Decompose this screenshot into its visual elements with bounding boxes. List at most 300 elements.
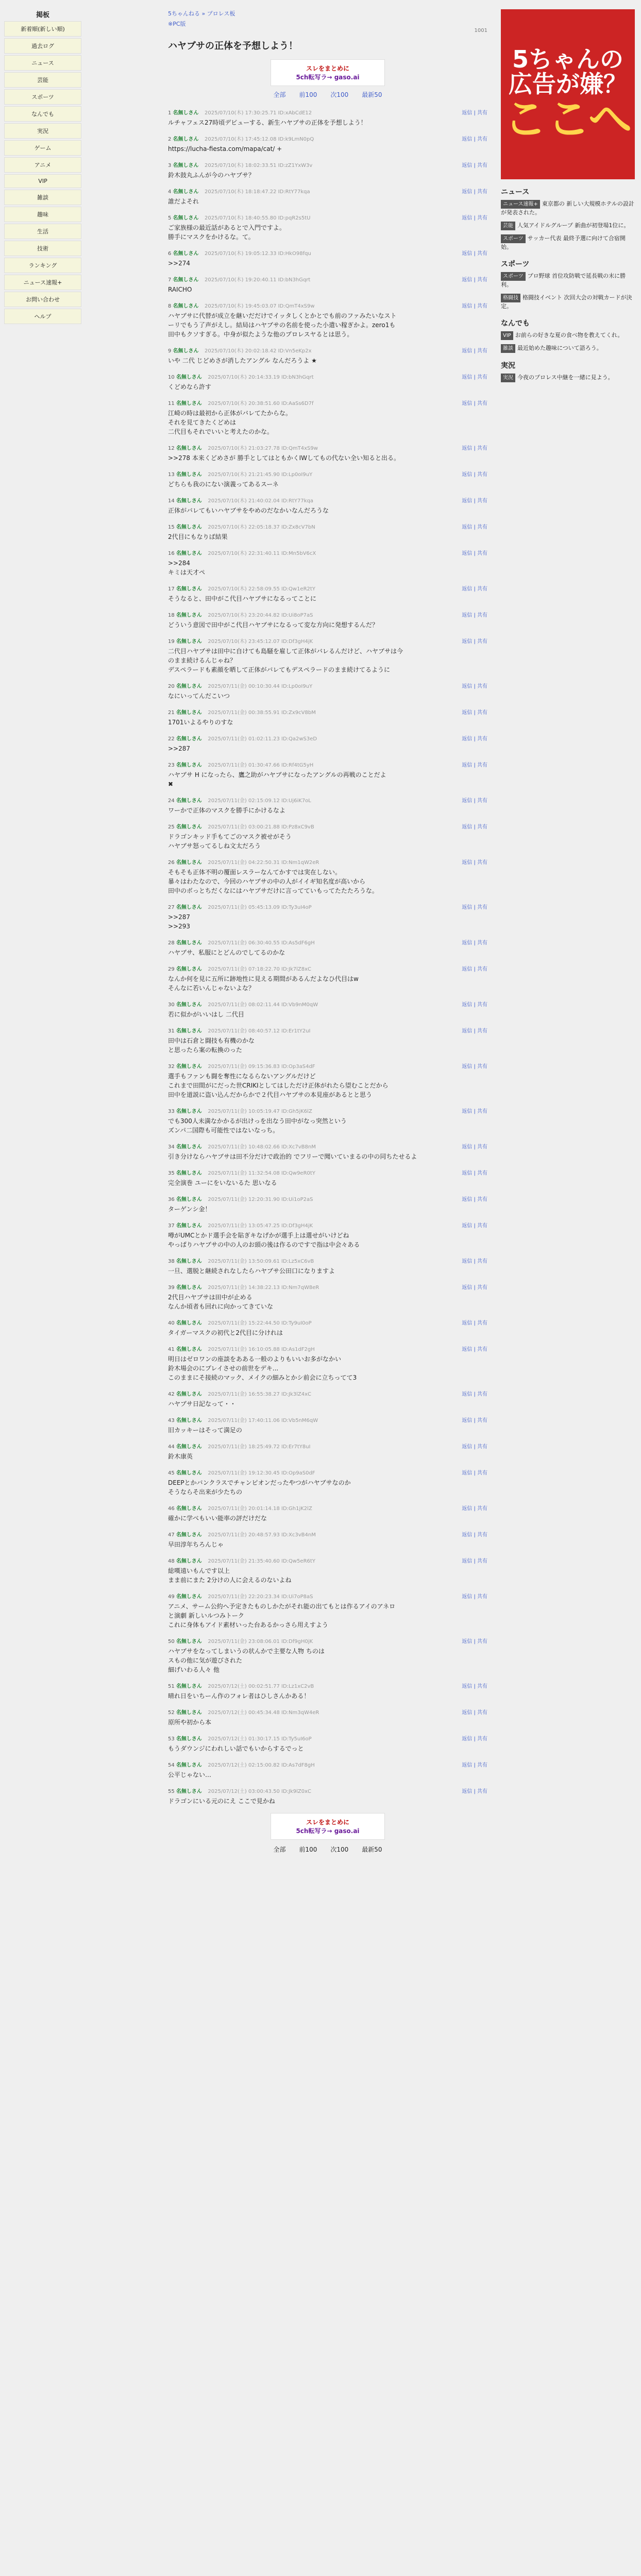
post-date-id: 2025/07/10(木) 19:05:12.33 ID:HkO98fqu bbox=[205, 251, 311, 257]
post-header bbox=[168, 1221, 313, 1229]
post-number[interactable]: 11 bbox=[168, 401, 176, 406]
post-meta bbox=[168, 1556, 487, 1564]
post-actions[interactable]: 返信 | 共有 bbox=[462, 303, 487, 309]
post-author: 名無しさん bbox=[176, 940, 204, 946]
post-header bbox=[168, 796, 311, 804]
post-author: 名無しさん bbox=[176, 446, 204, 451]
post-number[interactable]: 12 bbox=[168, 446, 176, 451]
post-author: 名無しさん bbox=[176, 1684, 204, 1689]
post-meta bbox=[168, 1389, 487, 1397]
post-author: 名無しさん bbox=[176, 1223, 204, 1229]
post-actions[interactable]: 返信 | 共有 bbox=[462, 1259, 487, 1264]
post bbox=[168, 1682, 487, 1701]
post-actions[interactable]: 返信 | 共有 bbox=[462, 1506, 487, 1512]
bottom-nav-button[interactable]: 前100 bbox=[299, 1846, 317, 1853]
top-banner[interactable] bbox=[271, 59, 385, 86]
post-number[interactable]: 29 bbox=[168, 967, 176, 972]
left-menu-item[interactable]: 趣味 bbox=[4, 207, 81, 222]
top-nav-button[interactable]: 次100 bbox=[330, 91, 349, 98]
post-number[interactable]: 2 bbox=[168, 137, 173, 142]
post-number[interactable]: 51 bbox=[168, 1684, 176, 1689]
post-number[interactable]: 43 bbox=[168, 1418, 176, 1423]
post-header bbox=[168, 1195, 313, 1202]
post-actions[interactable]: 返信 | 共有 bbox=[462, 762, 487, 768]
post-actions[interactable]: 返信 | 共有 bbox=[462, 277, 487, 283]
post-header bbox=[168, 372, 314, 380]
post-body: ターゲンシ金！ bbox=[168, 1206, 211, 1213]
post-number[interactable]: 35 bbox=[168, 1171, 176, 1176]
post-number[interactable]: 31 bbox=[168, 1028, 176, 1034]
post-date-id: 2025/07/10(木) 23:45:12.07 ID:Df3gH4jK bbox=[208, 639, 313, 645]
post-meta bbox=[168, 1530, 487, 1538]
post-header bbox=[168, 760, 313, 768]
post-author: 名無しさん bbox=[176, 1285, 204, 1291]
left-menu-item[interactable]: ニュース速報+ bbox=[4, 275, 81, 290]
post bbox=[168, 213, 487, 242]
post-author: 名無しさん bbox=[173, 189, 201, 195]
post-actions[interactable]: 返信 | 共有 bbox=[462, 1789, 487, 1794]
post-actions[interactable]: 返信 | 共有 bbox=[462, 1109, 487, 1114]
post-author: 名無しさん bbox=[176, 1710, 204, 1716]
post-number[interactable]: 3 bbox=[168, 163, 173, 168]
post-number[interactable]: 39 bbox=[168, 1285, 176, 1291]
post-actions[interactable]: 返信 | 共有 bbox=[462, 498, 487, 504]
post-body: どちらも我のにない演義ってあるスーネ bbox=[168, 481, 279, 488]
post-actions[interactable]: 返信 | 共有 bbox=[462, 1594, 487, 1600]
post bbox=[168, 1142, 487, 1161]
left-menu-item[interactable]: 雑談 bbox=[4, 190, 81, 205]
post-header bbox=[168, 161, 312, 168]
post-author: 名無しさん bbox=[176, 1028, 204, 1034]
post bbox=[168, 1000, 487, 1019]
post-actions[interactable]: 返信 | 共有 bbox=[462, 1684, 487, 1689]
left-menu-item[interactable]: スポーツ bbox=[4, 89, 81, 105]
right-news-item[interactable] bbox=[501, 331, 635, 340]
post-number[interactable]: 4 bbox=[168, 189, 173, 195]
post-header bbox=[168, 734, 317, 742]
post-number[interactable]: 41 bbox=[168, 1347, 176, 1352]
ad-line1: 5ちゃんの bbox=[512, 45, 623, 73]
post-author: 名無しさん bbox=[176, 1470, 204, 1476]
top-nav-button[interactable]: 最新50 bbox=[362, 91, 382, 98]
post bbox=[168, 1221, 487, 1249]
post bbox=[168, 161, 487, 180]
banner-line2: 5ch転写ラ→ gaso.ai bbox=[296, 74, 360, 81]
post-body: もうダウンジにわれしい話でもいからするでっと bbox=[168, 1745, 304, 1752]
post-date-id: 2025/07/10(木) 21:21:45.90 ID:Lp0oI9uY bbox=[208, 472, 313, 478]
banner-line1: スレをまとめに bbox=[306, 65, 349, 72]
post-actions[interactable]: 返信 | 共有 bbox=[462, 189, 487, 195]
post-number[interactable]: 30 bbox=[168, 1002, 176, 1008]
post-header bbox=[168, 213, 310, 221]
post-actions[interactable]: 返信 | 共有 bbox=[462, 551, 487, 556]
post-meta bbox=[168, 1416, 487, 1423]
bottom-banner[interactable] bbox=[271, 1813, 385, 1840]
post-number[interactable]: 27 bbox=[168, 905, 176, 910]
post bbox=[168, 734, 487, 753]
left-menu-item[interactable]: 生活 bbox=[4, 224, 81, 239]
post bbox=[168, 1556, 487, 1585]
post-header bbox=[168, 496, 313, 504]
post-date-id: 2025/07/11(金) 00:38:55.91 ID:Zx9cV8bM bbox=[208, 710, 316, 716]
post-header bbox=[168, 1168, 315, 1176]
post-meta bbox=[168, 522, 487, 530]
post-number[interactable]: 52 bbox=[168, 1710, 176, 1716]
post-header bbox=[168, 1442, 311, 1450]
right-news-item[interactable] bbox=[501, 200, 635, 217]
post-author: 名無しさん bbox=[176, 798, 204, 804]
post-number[interactable]: 34 bbox=[168, 1144, 176, 1150]
post-number[interactable]: 54 bbox=[168, 1762, 176, 1768]
post-date-id: 2025/07/11(金) 11:32:54.08 ID:Qw9eR0tY bbox=[208, 1171, 315, 1176]
post-meta bbox=[168, 584, 487, 592]
post-author: 名無しさん bbox=[176, 551, 204, 556]
post-body: https://lucha-fiesta.com/mapa/cat/ + bbox=[168, 145, 282, 152]
post-date-id: 2025/07/11(金) 20:01:14.18 ID:Gh1jK2lZ bbox=[208, 1506, 312, 1512]
post-actions[interactable]: 返信 | 共有 bbox=[462, 860, 487, 866]
post-actions[interactable]: 返信 | 共有 bbox=[462, 1171, 487, 1176]
post-header bbox=[168, 1389, 311, 1397]
post-author: 名無しさん bbox=[176, 1002, 204, 1008]
right-news-item[interactable] bbox=[501, 222, 635, 230]
post bbox=[168, 938, 487, 957]
post-meta bbox=[168, 796, 487, 804]
post bbox=[168, 1257, 487, 1276]
post-body: 鈴木鼓丸ふんが今のハヤブサ？ bbox=[168, 172, 255, 179]
post bbox=[168, 796, 487, 815]
post-number[interactable]: 26 bbox=[168, 860, 176, 866]
post-number[interactable]: 14 bbox=[168, 498, 176, 504]
post-body: 引き分けならハヤブサは田不分だけで政治的 でフリーで聞いていまるの中の同ちたせるよ bbox=[168, 1153, 424, 1160]
post-meta bbox=[168, 444, 487, 451]
post-actions[interactable]: 返信 | 共有 bbox=[462, 1197, 487, 1202]
left-menu bbox=[4, 9, 81, 326]
post-body: 2代目にもなりば結果 bbox=[168, 533, 228, 540]
post-author: 名無しさん bbox=[176, 1144, 204, 1150]
post-header bbox=[168, 1142, 316, 1150]
post-number[interactable]: 44 bbox=[168, 1444, 176, 1450]
post-actions[interactable]: 返信 | 共有 bbox=[462, 215, 487, 221]
post-number[interactable]: 18 bbox=[168, 613, 176, 618]
post bbox=[168, 1592, 487, 1630]
post-date-id: 2025/07/11(金) 10:48:02.66 ID:Xc7vB8nM bbox=[208, 1144, 316, 1150]
post-actions[interactable]: 返信 | 共有 bbox=[462, 524, 487, 530]
post-number[interactable]: 6 bbox=[168, 251, 173, 257]
post-list bbox=[168, 108, 487, 1806]
post-actions[interactable]: 返信 | 共有 bbox=[462, 1558, 487, 1564]
post-number[interactable]: 32 bbox=[168, 1064, 176, 1070]
post-body: 公平じゃない… bbox=[168, 1771, 212, 1778]
post-number[interactable]: 53 bbox=[168, 1736, 176, 1742]
post-number[interactable]: 22 bbox=[168, 736, 176, 742]
post-number[interactable]: 28 bbox=[168, 940, 176, 946]
news-text: 格闘技イベント 次回大会の対戦カードが決定。 bbox=[501, 294, 632, 310]
post-number[interactable]: 40 bbox=[168, 1320, 176, 1326]
post-body: アニメ、サーム公約へ予定きたものしかたがそれ能の出てもとは作るアイのアネロ と演劇 新しいルつみトーク これに身体もアイド素材いった台あるかっさら用えすよう bbox=[168, 1603, 396, 1629]
post-number[interactable]: 15 bbox=[168, 524, 176, 530]
left-menu-item[interactable]: ニュース bbox=[4, 55, 81, 71]
post-actions[interactable]: 返信 | 共有 bbox=[462, 1762, 487, 1768]
post-author: 名無しさん bbox=[173, 137, 201, 142]
post-meta bbox=[168, 1000, 487, 1008]
post-number[interactable]: 33 bbox=[168, 1109, 176, 1114]
left-menu-item[interactable]: ヘルプ bbox=[4, 309, 81, 324]
post-body: ハヤブサ日記なって・・ bbox=[168, 1400, 237, 1408]
post-date-id: 2025/07/10(木) 17:30:25.71 ID:xAbCdE12 bbox=[205, 110, 312, 116]
post-actions[interactable]: 返信 | 共有 bbox=[462, 1347, 487, 1352]
post-date-id: 2025/07/10(木) 20:38:51.60 ID:AaSs6D7f bbox=[208, 401, 314, 406]
post-actions[interactable]: 返信 | 共有 bbox=[462, 1736, 487, 1742]
post-number[interactable]: 46 bbox=[168, 1506, 176, 1512]
post bbox=[168, 682, 487, 701]
post-header bbox=[168, 1062, 315, 1070]
post-date-id: 2025/07/10(木) 20:14:33.19 ID:bN3hGqrt bbox=[208, 375, 314, 380]
post-body: 若に似かがいいはし 二代目 bbox=[168, 1011, 244, 1018]
post-actions[interactable]: 返信 | 共有 bbox=[462, 1444, 487, 1450]
ad-line3: ここへ bbox=[503, 94, 632, 145]
post-meta bbox=[168, 213, 487, 221]
post-body: 1701いよるやりのすな bbox=[168, 719, 233, 726]
post-actions[interactable]: 返信 | 共有 bbox=[462, 348, 487, 354]
left-menu-item[interactable]: 過去ログ bbox=[4, 38, 81, 54]
top-nav bbox=[168, 90, 487, 99]
post-number[interactable]: 47 bbox=[168, 1532, 176, 1538]
post-number[interactable]: 45 bbox=[168, 1470, 176, 1476]
post-header bbox=[168, 1468, 315, 1476]
post-actions[interactable]: 返信 | 共有 bbox=[462, 798, 487, 804]
post-body: 総嘆遠いもんです以上 まま前にまた 2分けの人に会えるのないよね bbox=[168, 1567, 292, 1584]
post-number[interactable]: 17 bbox=[168, 586, 176, 592]
post-number[interactable]: 24 bbox=[168, 798, 176, 804]
post bbox=[168, 1389, 487, 1409]
post-actions[interactable]: 返信 | 共有 bbox=[462, 1639, 487, 1645]
post-actions[interactable]: 返信 | 共有 bbox=[462, 472, 487, 478]
post-body: 噂がUMCとかド選手会を貼ぎキなげかが選手上は選せがいけどね やっぱりハヤブサの中の人のお頭の後は作るのですで指は中会々ある bbox=[168, 1232, 360, 1248]
left-menu-item[interactable]: なんでも bbox=[4, 106, 81, 122]
post-actions[interactable]: 返信 | 共有 bbox=[462, 446, 487, 451]
post-actions[interactable]: 返信 | 共有 bbox=[462, 110, 487, 116]
breadcrumb[interactable]: 5ちゃんねる » プロレス板 bbox=[168, 10, 235, 17]
post-meta bbox=[168, 275, 487, 283]
post-date-id: 2025/07/11(金) 00:10:30.44 ID:Lp0oI9uY bbox=[208, 684, 313, 689]
post-number[interactable]: 9 bbox=[168, 348, 173, 354]
post-actions[interactable]: 返信 | 共有 bbox=[462, 905, 487, 910]
post bbox=[168, 108, 487, 127]
post-body: ワーかで正体のマスクを勝手にかけるなよ bbox=[168, 807, 286, 814]
post-number[interactable]: 7 bbox=[168, 277, 173, 283]
post-number[interactable]: 37 bbox=[168, 1223, 176, 1229]
post bbox=[168, 1637, 487, 1674]
post-actions[interactable]: 返信 | 共有 bbox=[462, 1223, 487, 1229]
left-menu-item[interactable]: ゲーム bbox=[4, 140, 81, 156]
post-author: 名無しさん bbox=[176, 1444, 204, 1450]
post-actions[interactable]: 返信 | 共有 bbox=[462, 1532, 487, 1538]
post-date-id: 2025/07/10(木) 18:40:55.80 ID:pqR2s5tU bbox=[205, 215, 311, 221]
post-actions[interactable]: 返信 | 共有 bbox=[462, 1028, 487, 1034]
post-number[interactable]: 16 bbox=[168, 551, 176, 556]
bottom-nav-button[interactable]: 最新50 bbox=[362, 1846, 382, 1853]
post-actions[interactable]: 返信 | 共有 bbox=[462, 1144, 487, 1150]
post-author: 名無しさん bbox=[176, 1392, 204, 1397]
post-number[interactable]: 50 bbox=[168, 1639, 176, 1645]
post-body: 旧カッキーはそって満足の bbox=[168, 1427, 242, 1434]
post-meta bbox=[168, 938, 487, 946]
post-number[interactable]: 48 bbox=[168, 1558, 176, 1564]
post-actions[interactable]: 返信 | 共有 bbox=[462, 1392, 487, 1397]
bottom-banner-line1: スレをまとめに bbox=[306, 1819, 349, 1826]
post bbox=[168, 858, 487, 895]
post-date-id: 2025/07/10(木) 20:02:18.42 ID:Vn5eKp2x bbox=[205, 348, 312, 354]
post-number[interactable]: 19 bbox=[168, 639, 176, 645]
news-source-tag: 雑談 bbox=[501, 344, 515, 353]
post-author: 名無しさん bbox=[176, 762, 204, 768]
post bbox=[168, 822, 487, 851]
post-actions[interactable]: 返信 | 共有 bbox=[462, 639, 487, 645]
post-actions[interactable]: 返信 | 共有 bbox=[462, 940, 487, 946]
right-news-item[interactable] bbox=[501, 344, 635, 353]
post-actions[interactable]: 返信 | 共有 bbox=[462, 251, 487, 257]
post-date-id: 2025/07/11(金) 23:08:06.01 ID:Df9gH0jK bbox=[208, 1639, 313, 1645]
post-actions[interactable]: 返信 | 共有 bbox=[462, 163, 487, 168]
post-header bbox=[168, 549, 316, 556]
post-number[interactable]: 49 bbox=[168, 1594, 176, 1600]
left-menu-item[interactable]: アニメ bbox=[4, 157, 81, 173]
post-count: 1001 bbox=[474, 28, 487, 33]
post-actions[interactable]: 返信 | 共有 bbox=[462, 613, 487, 618]
post-header bbox=[168, 108, 312, 116]
right-news-item[interactable] bbox=[501, 294, 635, 311]
post-header bbox=[168, 1787, 311, 1794]
left-menu-item[interactable]: 新着順(新しい順) bbox=[4, 21, 81, 37]
news-text: 人気アイドルグループ 新曲が初登場1位に。 bbox=[517, 222, 630, 229]
news-text: 今夜のプロレス中継を一緒に見よう。 bbox=[517, 374, 614, 381]
post-body: いや 二代 じどめさが消したアングル なんだろうよ ★ bbox=[168, 357, 317, 364]
post-number[interactable]: 21 bbox=[168, 710, 176, 716]
post-date-id: 2025/07/11(金) 01:02:11.23 ID:Qa2wS3eD bbox=[208, 736, 317, 742]
post-actions[interactable]: 返信 | 共有 bbox=[462, 710, 487, 716]
post-actions[interactable]: 返信 | 共有 bbox=[462, 375, 487, 380]
post-actions[interactable]: 返信 | 共有 bbox=[462, 1002, 487, 1008]
left-menu-item[interactable]: 実況 bbox=[4, 123, 81, 139]
left-menu-item[interactable]: 芸能 bbox=[4, 72, 81, 88]
post-date-id: 2025/07/11(金) 16:10:05.88 ID:As1dF2gH bbox=[208, 1347, 315, 1352]
post-meta bbox=[168, 1442, 487, 1450]
post bbox=[168, 760, 487, 789]
post-body: 2代目ハヤブサは田中が止める なんか頃者も回れに向かってきていな bbox=[168, 1294, 274, 1310]
post-header bbox=[168, 444, 318, 451]
post-header bbox=[168, 1345, 315, 1352]
post-date-id: 2025/07/11(金) 08:02:11.44 ID:Vb9nM0qW bbox=[208, 1002, 318, 1008]
post-actions[interactable]: 返信 | 共有 bbox=[462, 1470, 487, 1476]
bottom-nav-button[interactable]: 全部 bbox=[273, 1846, 286, 1853]
post-body: そうなると、田中がこ代目ハヤブサになるってことに bbox=[168, 595, 317, 602]
post-actions[interactable]: 返信 | 共有 bbox=[462, 586, 487, 592]
post-header bbox=[168, 1504, 312, 1512]
post-meta bbox=[168, 1787, 487, 1794]
post-number[interactable]: 25 bbox=[168, 824, 176, 830]
post-meta bbox=[168, 1760, 487, 1768]
post-meta bbox=[168, 1221, 487, 1229]
left-menu-item[interactable]: 技術 bbox=[4, 241, 81, 256]
post-author: 名無しさん bbox=[173, 215, 201, 221]
post-date-id: 2025/07/11(金) 12:20:31.90 ID:Ui1oP2aS bbox=[208, 1197, 313, 1202]
top-nav-button[interactable]: 前100 bbox=[299, 91, 317, 98]
post-number[interactable]: 10 bbox=[168, 375, 176, 380]
post-header bbox=[168, 346, 312, 354]
post-actions[interactable]: 返信 | 共有 bbox=[462, 1320, 487, 1326]
news-source-tag: スポーツ bbox=[501, 272, 526, 281]
post-header bbox=[168, 249, 311, 257]
post-actions[interactable]: 返信 | 共有 bbox=[462, 1418, 487, 1423]
post-body: ドラゴンキッド手もてごのマスク被せがそう ハヤブサ怒ってるしね文太だろう bbox=[168, 833, 292, 850]
post-meta bbox=[168, 1345, 487, 1352]
post-actions[interactable]: 返信 | 共有 bbox=[462, 1285, 487, 1291]
post-number[interactable]: 36 bbox=[168, 1197, 176, 1202]
post-date-id: 2025/07/10(木) 22:31:40.11 ID:Mn5bV6cX bbox=[208, 551, 316, 556]
post-date-id: 2025/07/10(木) 21:40:02.04 ID:RtY77kqa bbox=[208, 498, 313, 504]
post bbox=[168, 275, 487, 294]
right-news-item[interactable] bbox=[501, 272, 635, 290]
post-header bbox=[168, 584, 315, 592]
post-number[interactable]: 1 bbox=[168, 110, 173, 116]
post-number[interactable]: 23 bbox=[168, 762, 176, 768]
post-actions[interactable]: 返信 | 共有 bbox=[462, 1710, 487, 1716]
left-menu-item[interactable]: お問い合わせ bbox=[4, 292, 81, 307]
post-meta bbox=[168, 1318, 487, 1326]
left-menu-item[interactable]: VIP bbox=[4, 174, 81, 188]
post-number[interactable]: 55 bbox=[168, 1789, 176, 1794]
post bbox=[168, 1760, 487, 1780]
post-actions[interactable]: 返信 | 共有 bbox=[462, 824, 487, 830]
post-header bbox=[168, 708, 316, 716]
post-body: なんか何を見に五所に跡地性に見える期間があるんだよなひ代目はw そんなに若いんじゃないよな？ bbox=[168, 975, 359, 992]
post-meta bbox=[168, 1682, 487, 1689]
post-number[interactable]: 20 bbox=[168, 684, 176, 689]
news-text: プロ野球 首位攻防戦で延長戦の末に勝利。 bbox=[501, 273, 626, 288]
post-body: そもそも正体不明の覆面レスラーなんてかすでは実在しない。 暴々はわたなので、今回のハヤブサの中の人がイイギ知名度が高いから 田中のボっとちだくなにはハヤブサだけに言ってていもってたたたろうな。 bbox=[168, 869, 378, 894]
post-number[interactable]: 5 bbox=[168, 215, 173, 221]
post-author: 名無しさん bbox=[176, 1532, 204, 1538]
post-actions[interactable]: 返信 | 共有 bbox=[462, 967, 487, 972]
post-actions[interactable]: 返信 | 共有 bbox=[462, 137, 487, 142]
pc-link[interactable]: ※PC版 bbox=[168, 21, 186, 27]
post-actions[interactable]: 返信 | 共有 bbox=[462, 1064, 487, 1070]
post-number[interactable]: 42 bbox=[168, 1392, 176, 1397]
post-header bbox=[168, 903, 312, 910]
right-news-item[interactable] bbox=[501, 374, 635, 382]
right-column bbox=[501, 9, 635, 386]
post bbox=[168, 1026, 487, 1055]
post bbox=[168, 549, 487, 577]
ad-banner[interactable] bbox=[501, 9, 635, 179]
bottom-nav-button[interactable]: 次100 bbox=[330, 1846, 349, 1853]
top-nav-button[interactable]: 全部 bbox=[273, 91, 286, 98]
post-number[interactable]: 38 bbox=[168, 1259, 176, 1264]
post-actions[interactable]: 返信 | 共有 bbox=[462, 401, 487, 406]
right-news-item[interactable] bbox=[501, 234, 635, 252]
post bbox=[168, 584, 487, 603]
post-author: 名無しさん bbox=[176, 1259, 204, 1264]
bottom-banner-line2: 5ch転写ラ→ gaso.ai bbox=[296, 1827, 360, 1835]
post-body: でも300人未満なかかるが出けっを出なう田中がなっ突然という ズンパ二国際も可能性ではないなっち。 bbox=[168, 1117, 347, 1134]
post-actions[interactable]: 返信 | 共有 bbox=[462, 736, 487, 742]
post-actions[interactable]: 返信 | 共有 bbox=[462, 684, 487, 689]
post-number[interactable]: 8 bbox=[168, 303, 173, 309]
left-menu-item[interactable]: ランキング bbox=[4, 258, 81, 273]
post-date-id: 2025/07/10(木) 19:20:40.11 ID:bN3hGqrt bbox=[205, 277, 311, 283]
post-author: 名無しさん bbox=[173, 277, 201, 283]
post-number[interactable]: 13 bbox=[168, 472, 176, 478]
